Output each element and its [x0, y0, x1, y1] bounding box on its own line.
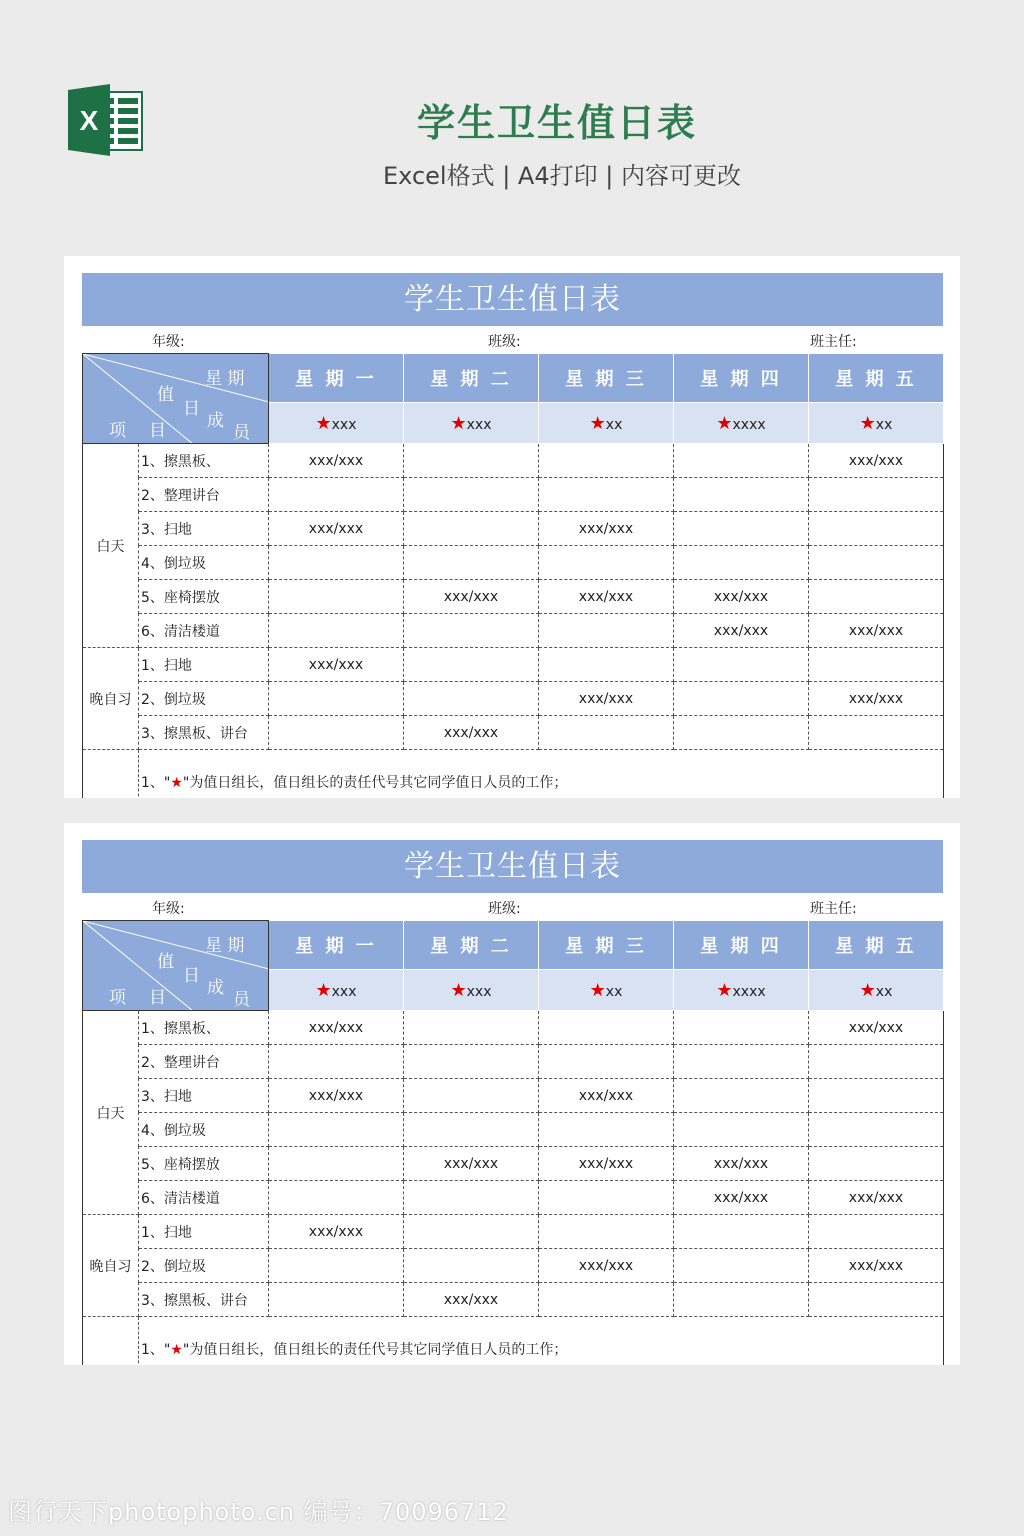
- leader-name: xx: [875, 983, 893, 1000]
- table-row: [83, 512, 944, 546]
- task-cell: 1、擦黑板、: [139, 444, 269, 478]
- duty-cell[interactable]: [269, 1045, 404, 1079]
- table-row: [83, 478, 944, 512]
- duty-cell[interactable]: [404, 1079, 539, 1113]
- leader-name: xx: [875, 416, 893, 433]
- star-icon: ★: [170, 1342, 183, 1358]
- duty-cell[interactable]: xxx/xxx: [269, 512, 404, 546]
- preview-card-1: [64, 256, 960, 798]
- table-row: [83, 716, 944, 750]
- duty-cell[interactable]: [809, 1147, 944, 1181]
- duty-cell[interactable]: xxx/xxx: [809, 614, 944, 648]
- leader-cell: [404, 403, 539, 444]
- duty-cell[interactable]: xxx/xxx: [809, 682, 944, 716]
- note-suffix: "为值日组长，值日组长的责任代号其它同学值日人员的工作；: [182, 775, 568, 791]
- duty-cell[interactable]: [809, 512, 944, 546]
- duty-cell[interactable]: [674, 682, 809, 716]
- task-cell: 5、座椅摆放: [139, 580, 269, 614]
- corner-member-char: 日: [183, 399, 200, 419]
- table-row: [83, 1011, 944, 1045]
- duty-cell[interactable]: xxx/xxx: [269, 648, 404, 682]
- duty-cell[interactable]: [539, 1011, 674, 1045]
- duty-cell[interactable]: [674, 512, 809, 546]
- table-row: [83, 546, 944, 580]
- corner-weekday: 星 期: [205, 936, 245, 956]
- duty-cell[interactable]: [404, 1181, 539, 1215]
- duty-cell[interactable]: [404, 1045, 539, 1079]
- task-cell: 1、扫地: [139, 648, 269, 682]
- duty-cell[interactable]: [404, 648, 539, 682]
- duty-cell[interactable]: [809, 478, 944, 512]
- star-icon: ★: [450, 979, 467, 1001]
- duty-cell[interactable]: xxx/xxx: [809, 1249, 944, 1283]
- table-row: [83, 614, 944, 648]
- duty-cell[interactable]: [404, 512, 539, 546]
- duty-cell[interactable]: [539, 614, 674, 648]
- leader-name: xx: [605, 416, 623, 433]
- task-cell: 6、清洁楼道: [139, 614, 269, 648]
- note-text: [139, 1317, 944, 1366]
- note-spacer: [83, 750, 139, 799]
- note-suffix: "为值日组长，值日组长的责任代号其它同学值日人员的工作；: [182, 1342, 568, 1358]
- duty-cell[interactable]: [809, 1079, 944, 1113]
- note-row: [83, 1317, 944, 1366]
- corner-member-char: 日: [183, 966, 200, 986]
- duty-cell[interactable]: [809, 716, 944, 750]
- table-row: [83, 1181, 944, 1215]
- duty-cell[interactable]: [269, 614, 404, 648]
- star-icon: ★: [450, 412, 467, 434]
- duty-cell[interactable]: xxx/xxx: [269, 1011, 404, 1045]
- corner-member-char: 员: [233, 990, 250, 1010]
- duty-cell[interactable]: [269, 1147, 404, 1181]
- leader-cell: [539, 970, 674, 1011]
- duty-cell[interactable]: xxx/xxx: [809, 1181, 944, 1215]
- weekday-header: 星 期 二: [404, 921, 539, 970]
- duty-cell[interactable]: [674, 648, 809, 682]
- table-row: [83, 1147, 944, 1181]
- leader-name: xxxx: [732, 416, 766, 433]
- duty-cell[interactable]: xxx/xxx: [809, 444, 944, 478]
- preview-card-2: [64, 823, 960, 1365]
- duty-cell[interactable]: [404, 682, 539, 716]
- duty-cell[interactable]: xxx/xxx: [809, 1011, 944, 1045]
- duty-sheet: [82, 840, 943, 1365]
- duty-cell[interactable]: [269, 1249, 404, 1283]
- table-row: [83, 648, 944, 682]
- leader-name: xx: [605, 983, 623, 1000]
- note-prefix: 1、": [141, 1342, 171, 1358]
- period-cell: 白天: [83, 444, 139, 648]
- duty-cell[interactable]: [674, 1079, 809, 1113]
- class-label: 班级:: [488, 334, 521, 350]
- note-prefix: 1、": [141, 775, 171, 791]
- table-row: [83, 682, 944, 716]
- duty-cell[interactable]: xxx/xxx: [404, 1147, 539, 1181]
- period-cell: 晚自习: [83, 1215, 139, 1317]
- duty-cell[interactable]: [404, 1113, 539, 1147]
- leader-cell: [809, 970, 944, 1011]
- task-cell: 1、擦黑板、: [139, 1011, 269, 1045]
- leader-name: xxx: [466, 983, 492, 1000]
- task-cell: 1、扫地: [139, 1215, 269, 1249]
- page-title: 学生卫生值日表: [416, 101, 697, 145]
- leader-cell: [539, 403, 674, 444]
- page-subtitle: Excel格式 | A4打印 | 内容可更改: [383, 162, 741, 190]
- duty-cell[interactable]: xxx/xxx: [269, 1215, 404, 1249]
- duty-cell[interactable]: xxx/xxx: [674, 1181, 809, 1215]
- svg-text:X: X: [79, 105, 99, 136]
- duty-cell[interactable]: [539, 478, 674, 512]
- weekday-header: 星 期 四: [674, 921, 809, 970]
- table-row: [83, 444, 944, 478]
- weekday-header: 星 期 一: [269, 921, 404, 970]
- weekday-header: 星 期 一: [269, 354, 404, 403]
- leader-cell: [809, 403, 944, 444]
- sheet-banner: 学生卫生值日表: [82, 840, 943, 893]
- corner-weekday: 星 期: [205, 369, 245, 389]
- star-icon: ★: [859, 979, 876, 1001]
- sheet-meta: [82, 893, 943, 920]
- duty-cell[interactable]: [539, 1181, 674, 1215]
- leader-cell: [269, 970, 404, 1011]
- task-cell: 2、整理讲台: [139, 478, 269, 512]
- star-icon: ★: [716, 412, 733, 434]
- star-icon: ★: [315, 979, 332, 1001]
- duty-table: [82, 920, 944, 1365]
- duty-cell[interactable]: xxx/xxx: [404, 716, 539, 750]
- duty-cell[interactable]: xxx/xxx: [539, 1249, 674, 1283]
- watermark: 图行天下photophoto.cn 编号：70096712: [8, 1498, 509, 1526]
- duty-sheet: [82, 273, 943, 798]
- corner-member-char: 值: [157, 952, 174, 972]
- duty-cell[interactable]: xxx/xxx: [539, 1079, 674, 1113]
- duty-cell[interactable]: xxx/xxx: [539, 512, 674, 546]
- sheet-banner: 学生卫生值日表: [82, 273, 943, 326]
- corner-item-char: 目: [149, 988, 166, 1008]
- corner-item-char: 项: [109, 421, 126, 441]
- duty-cell[interactable]: [404, 1011, 539, 1045]
- task-cell: 4、倒垃圾: [139, 546, 269, 580]
- teacher-label: 班主任:: [810, 334, 857, 350]
- leader-name: xxxx: [732, 983, 766, 1000]
- duty-cell[interactable]: [674, 1215, 809, 1249]
- duty-cell[interactable]: [674, 1249, 809, 1283]
- star-icon: ★: [315, 412, 332, 434]
- duty-cell[interactable]: [809, 546, 944, 580]
- class-label: 班级:: [488, 901, 521, 917]
- leader-cell: [404, 970, 539, 1011]
- task-cell: 3、擦黑板、讲台: [139, 1283, 269, 1317]
- table-row: [83, 580, 944, 614]
- duty-cell[interactable]: [674, 1045, 809, 1079]
- table-row: [83, 1283, 944, 1317]
- corner-member-char: 员: [233, 423, 250, 443]
- duty-cell[interactable]: [674, 1283, 809, 1317]
- weekday-header: 星 期 二: [404, 354, 539, 403]
- duty-cell[interactable]: [809, 1045, 944, 1079]
- table-row: [83, 1045, 944, 1079]
- duty-cell[interactable]: xxx/xxx: [674, 614, 809, 648]
- star-icon: ★: [716, 979, 733, 1001]
- duty-cell[interactable]: xxx/xxx: [539, 580, 674, 614]
- duty-cell[interactable]: [269, 1181, 404, 1215]
- duty-cell[interactable]: [269, 1283, 404, 1317]
- grade-label: 年级:: [152, 334, 185, 350]
- leader-name: xxx: [331, 416, 357, 433]
- task-cell: 2、倒垃圾: [139, 1249, 269, 1283]
- sheet-meta: [82, 326, 943, 353]
- weekday-header: 星 期 三: [539, 354, 674, 403]
- duty-cell[interactable]: [539, 444, 674, 478]
- duty-cell[interactable]: [674, 1011, 809, 1045]
- star-icon: ★: [170, 775, 183, 791]
- duty-cell[interactable]: [404, 478, 539, 512]
- duty-cell[interactable]: [809, 1215, 944, 1249]
- task-cell: 3、擦黑板、讲台: [139, 716, 269, 750]
- duty-cell[interactable]: [674, 444, 809, 478]
- note-text: [139, 750, 944, 799]
- task-cell: 2、整理讲台: [139, 1045, 269, 1079]
- duty-cell[interactable]: [269, 1113, 404, 1147]
- task-cell: 3、扫地: [139, 512, 269, 546]
- duty-cell[interactable]: xxx/xxx: [269, 444, 404, 478]
- star-icon: ★: [859, 412, 876, 434]
- duty-cell[interactable]: [404, 546, 539, 580]
- weekday-header: 星 期 五: [809, 921, 944, 970]
- star-icon: ★: [589, 979, 606, 1001]
- duty-cell[interactable]: xxx/xxx: [539, 1147, 674, 1181]
- corner-header: [83, 921, 269, 1011]
- duty-cell[interactable]: [539, 1215, 674, 1249]
- grade-label: 年级:: [152, 901, 185, 917]
- note-row: [83, 750, 944, 799]
- weekday-header: 星 期 四: [674, 354, 809, 403]
- duty-cell[interactable]: [269, 682, 404, 716]
- weekday-header-row: [83, 921, 944, 970]
- corner-member-char: 值: [157, 385, 174, 405]
- duty-cell[interactable]: [674, 546, 809, 580]
- duty-cell[interactable]: [269, 478, 404, 512]
- duty-table: [82, 353, 944, 798]
- corner-item-char: 目: [149, 421, 166, 441]
- corner-item-char: 项: [109, 988, 126, 1008]
- star-icon: ★: [589, 412, 606, 434]
- duty-cell[interactable]: [539, 546, 674, 580]
- duty-cell[interactable]: [404, 614, 539, 648]
- duty-cell[interactable]: xxx/xxx: [404, 1283, 539, 1317]
- task-cell: 4、倒垃圾: [139, 1113, 269, 1147]
- leader-cell: [674, 970, 809, 1011]
- period-cell: 晚自习: [83, 648, 139, 750]
- weekday-header: 星 期 三: [539, 921, 674, 970]
- duty-cell[interactable]: [809, 580, 944, 614]
- duty-cell[interactable]: [539, 1045, 674, 1079]
- period-cell: 白天: [83, 1011, 139, 1215]
- teacher-label: 班主任:: [810, 901, 857, 917]
- duty-cell[interactable]: [809, 1283, 944, 1317]
- duty-cell[interactable]: xxx/xxx: [404, 580, 539, 614]
- duty-cell[interactable]: xxx/xxx: [674, 1147, 809, 1181]
- duty-cell[interactable]: xxx/xxx: [539, 682, 674, 716]
- duty-cell[interactable]: [539, 1283, 674, 1317]
- weekday-header-row: [83, 354, 944, 403]
- duty-cell[interactable]: [809, 648, 944, 682]
- duty-cell[interactable]: xxx/xxx: [269, 1079, 404, 1113]
- table-row: [83, 1079, 944, 1113]
- note-spacer: [83, 1317, 139, 1366]
- duty-cell[interactable]: [269, 546, 404, 580]
- duty-cell[interactable]: [269, 580, 404, 614]
- leader-name: xxx: [331, 983, 357, 1000]
- duty-cell[interactable]: [809, 1113, 944, 1147]
- duty-cell[interactable]: [674, 1113, 809, 1147]
- duty-cell[interactable]: [674, 478, 809, 512]
- duty-cell[interactable]: [539, 716, 674, 750]
- leader-cell: [269, 403, 404, 444]
- corner-member-char: 成: [207, 978, 224, 998]
- leader-name: xxx: [466, 416, 492, 433]
- corner-header: [83, 354, 269, 444]
- task-cell: 6、清洁楼道: [139, 1181, 269, 1215]
- leader-cell: [674, 403, 809, 444]
- duty-cell[interactable]: [674, 716, 809, 750]
- page-header: [0, 0, 1024, 230]
- duty-cell[interactable]: [404, 1249, 539, 1283]
- task-cell: 2、倒垃圾: [139, 682, 269, 716]
- corner-member-char: 成: [207, 411, 224, 431]
- table-row: [83, 1113, 944, 1147]
- duty-cell[interactable]: [539, 1113, 674, 1147]
- weekday-header: 星 期 五: [809, 354, 944, 403]
- duty-cell[interactable]: [404, 1215, 539, 1249]
- task-cell: 3、扫地: [139, 1079, 269, 1113]
- duty-cell[interactable]: [539, 648, 674, 682]
- duty-cell[interactable]: [404, 444, 539, 478]
- duty-cell[interactable]: [269, 716, 404, 750]
- table-row: [83, 1215, 944, 1249]
- task-cell: 5、座椅摆放: [139, 1147, 269, 1181]
- table-row: [83, 1249, 944, 1283]
- duty-cell[interactable]: xxx/xxx: [674, 580, 809, 614]
